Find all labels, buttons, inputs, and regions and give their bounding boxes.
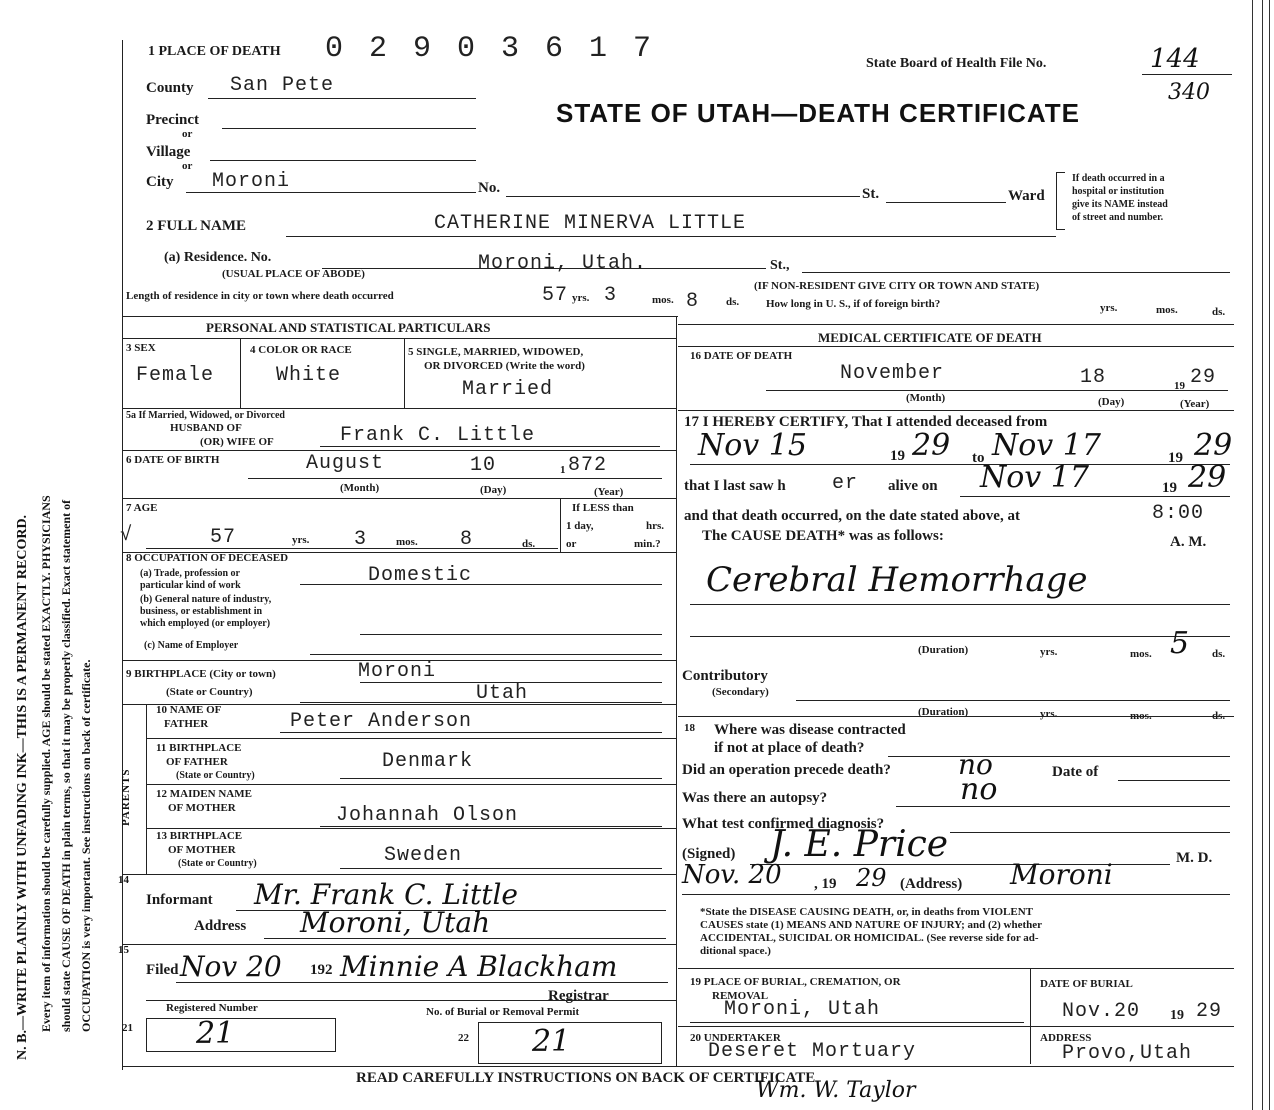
bottom-border bbox=[122, 1066, 1234, 1067]
filed-label: Filed bbox=[146, 962, 179, 978]
bottom-signature: Wm. W. Taylor bbox=[756, 1078, 916, 1103]
informant-value: Mr. Frank C. Little bbox=[254, 878, 518, 911]
dod-label: 16 DATE OF DEATH bbox=[690, 350, 793, 362]
side-note-3: should state CAUSE OF DEATH in plain terms, so that it may be properly classified. Exact statement of bbox=[59, 499, 73, 1032]
where-label-2: if not at place of death? bbox=[714, 740, 865, 756]
rule bbox=[796, 700, 1230, 701]
reg-no-value: 21 bbox=[196, 1016, 235, 1051]
rule bbox=[506, 196, 860, 197]
page-edge bbox=[1269, 0, 1270, 1110]
spouse-label-2: HUSBAND OF bbox=[170, 422, 242, 434]
rule bbox=[122, 408, 676, 409]
place-of-death-label: 1 PLACE OF DEATH bbox=[148, 44, 281, 59]
stamp-number: 0 2 9 0 3 6 1 7 bbox=[325, 32, 656, 66]
dod-month-caption: (Month) bbox=[906, 392, 946, 404]
column-divider bbox=[676, 316, 677, 1066]
registrar-label: Registrar bbox=[548, 988, 609, 1004]
rule bbox=[320, 826, 662, 827]
full-name-value: CATHERINE MINERVA LITTLE bbox=[434, 212, 747, 235]
hospital-note bbox=[1072, 172, 1168, 224]
less-day: 1 day, bbox=[566, 520, 594, 532]
file-no-2: 340 bbox=[1168, 80, 1210, 105]
full-name-label: 2 FULL NAME bbox=[146, 218, 247, 234]
cause-note-line: ACCIDENTAL, SUICIDAL OR HOMICIDAL. (See reverse side for ad- bbox=[700, 932, 1039, 944]
alive-year: 29 bbox=[1188, 460, 1227, 495]
occupation-value: Domestic bbox=[368, 564, 473, 587]
rule bbox=[300, 584, 662, 585]
residence-value: Moroni, Utah. bbox=[478, 252, 648, 275]
rule bbox=[1142, 74, 1232, 75]
yrs-label: yrs. bbox=[572, 292, 590, 304]
rule bbox=[678, 968, 1234, 969]
physician-signature: J. E. Price bbox=[770, 824, 949, 865]
rule bbox=[340, 778, 662, 779]
item-14: 14 bbox=[118, 874, 129, 886]
birthplace-label: 9 BIRTHPLACE (City or town) bbox=[126, 668, 276, 680]
item-18: 18 bbox=[684, 722, 695, 734]
alive-year-prefix: 19 bbox=[1162, 480, 1177, 496]
residence-ds: 8 bbox=[686, 290, 700, 313]
secondary-label: (Secondary) bbox=[712, 686, 769, 698]
page-edge bbox=[1252, 0, 1253, 1110]
filed-date: Nov 20 bbox=[180, 950, 282, 983]
certificate-title: STATE OF UTAH—DEATH CERTIFICATE bbox=[556, 98, 1080, 128]
duration-yrs: yrs. bbox=[1040, 646, 1058, 658]
dob-day-caption: (Day) bbox=[480, 484, 507, 496]
to-label: to bbox=[972, 450, 985, 466]
personal-heading: PERSONAL AND STATISTICAL PARTICULARS bbox=[206, 320, 491, 335]
dod-year: 29 bbox=[1190, 366, 1217, 389]
father-value: Peter Anderson bbox=[290, 710, 473, 733]
dod-month: November bbox=[840, 362, 945, 385]
rule bbox=[122, 338, 676, 339]
f-mos: mos. bbox=[1156, 304, 1178, 316]
rule bbox=[950, 832, 1230, 833]
nonresident-note: (IF NON-RESIDENT GIVE CITY OR TOWN AND STATE) bbox=[754, 280, 1040, 292]
duration-yrs-2: yrs. bbox=[1040, 708, 1058, 720]
dob-label: 6 DATE OF BIRTH bbox=[126, 454, 220, 466]
am-label: A. M. bbox=[1170, 534, 1207, 550]
mbirth-value: Sweden bbox=[384, 844, 463, 867]
page-edge bbox=[1262, 0, 1263, 1110]
mother-value: Johannah Olson bbox=[336, 804, 519, 827]
occ-b2: business, or establishment in bbox=[140, 606, 263, 617]
dod-day: 18 bbox=[1080, 366, 1107, 389]
dob-month: August bbox=[306, 452, 385, 475]
mos-label: mos. bbox=[652, 294, 674, 306]
burial-date-value: Nov.20 bbox=[1062, 1000, 1141, 1023]
less-than-label: If LESS than bbox=[572, 502, 634, 514]
rule bbox=[960, 496, 1230, 497]
rule bbox=[802, 272, 1230, 273]
rule bbox=[340, 868, 662, 869]
sex-label: 3 SEX bbox=[126, 342, 156, 354]
burial-permit-label: No. of Burial or Removal Permit bbox=[426, 1006, 580, 1018]
sex-value: Female bbox=[136, 364, 215, 387]
occurred-label: and that death occurred, on the date stated above, at bbox=[684, 508, 1020, 524]
last-saw-value: er bbox=[832, 472, 859, 495]
fbirth-label: 11 BIRTHPLACE bbox=[156, 742, 242, 754]
length-residence-label: Length of residence in city or town where death occurred bbox=[126, 290, 394, 302]
rule bbox=[208, 98, 476, 99]
rule bbox=[146, 784, 676, 785]
less-min: min.? bbox=[634, 538, 661, 550]
rule bbox=[690, 636, 1230, 637]
cause-note-line: ditional space.) bbox=[700, 945, 771, 957]
rule bbox=[320, 446, 660, 447]
birthplace-city: Moroni bbox=[358, 660, 437, 683]
no-label: No. bbox=[478, 180, 501, 196]
mother-label-2: OF MOTHER bbox=[168, 802, 236, 814]
dob-day: 10 bbox=[470, 454, 497, 477]
hospital-note-line: hospital or institution bbox=[1072, 186, 1165, 197]
left-border bbox=[122, 40, 123, 1070]
rule bbox=[690, 1022, 1024, 1023]
rule bbox=[122, 316, 678, 317]
registrar-signature: Minnie A Blackham bbox=[340, 950, 618, 983]
mbirth-label: 13 BIRTHPLACE bbox=[156, 830, 243, 842]
duration-mos-2: mos. bbox=[1130, 710, 1152, 722]
ward-label: Ward bbox=[1008, 188, 1045, 204]
dob-year-caption: (Year) bbox=[594, 486, 624, 498]
cause-label: The CAUSE DEATH* was as follows: bbox=[702, 528, 944, 544]
age-ds: 8 bbox=[460, 528, 474, 551]
rule bbox=[146, 828, 676, 829]
spouse-value: Frank C. Little bbox=[340, 424, 536, 447]
fbirth-label-3: (State or Country) bbox=[176, 770, 255, 781]
father-label-2: FATHER bbox=[164, 718, 209, 730]
filed-year-label: 192 bbox=[310, 962, 333, 978]
occ-a2: particular kind of work bbox=[140, 580, 241, 591]
attended-from: Nov 15 bbox=[698, 428, 807, 463]
less-or: or bbox=[566, 538, 577, 550]
dod-day-caption: (Day) bbox=[1098, 396, 1125, 408]
contributory-label: Contributory bbox=[682, 668, 768, 684]
age-label: 7 AGE bbox=[126, 502, 158, 514]
marital-label-2: OR DIVORCED (Write the word) bbox=[424, 360, 585, 372]
rule bbox=[690, 604, 1230, 605]
undertaker-value: Deseret Mortuary bbox=[708, 1040, 917, 1063]
city-value: Moroni bbox=[212, 170, 291, 193]
duration-value: 5 bbox=[1170, 626, 1190, 661]
duration-ds: ds. bbox=[1212, 648, 1226, 660]
rule bbox=[886, 202, 1006, 203]
residence-st-label: St., bbox=[770, 258, 790, 273]
rule bbox=[560, 498, 561, 552]
rule bbox=[176, 982, 668, 983]
county-value: San Pete bbox=[230, 74, 335, 97]
rule bbox=[310, 654, 662, 655]
dob-year: 872 bbox=[568, 454, 608, 477]
burial-date-label: DATE OF BURIAL bbox=[1040, 978, 1133, 990]
ds-label: ds. bbox=[726, 296, 740, 308]
physician-address: Moroni bbox=[1010, 858, 1113, 891]
medical-heading: MEDICAL CERTIFICATE OF DEATH bbox=[818, 330, 1042, 345]
f-ds: ds. bbox=[1212, 306, 1226, 318]
signed-year-prefix: , 19 bbox=[814, 876, 837, 892]
operation-label: Did an operation precede death? bbox=[682, 762, 891, 778]
cause-value: Cerebral Hemorrhage bbox=[706, 560, 1088, 600]
spouse-label-1: 5a If Married, Widowed, or Divorced bbox=[126, 410, 285, 421]
occ-a1: (a) Trade, profession or bbox=[140, 568, 240, 579]
rule bbox=[682, 894, 1230, 895]
age-yrs: 57 bbox=[210, 526, 237, 549]
rule bbox=[678, 1026, 1234, 1027]
precinct-label: Precinct bbox=[146, 112, 200, 128]
test-label: What test confirmed diagnosis? bbox=[682, 816, 885, 832]
duration-ds-2: ds. bbox=[1212, 710, 1226, 722]
rule bbox=[122, 874, 676, 875]
rule bbox=[678, 324, 1234, 325]
race-value: White bbox=[276, 364, 342, 387]
age-mos: 3 bbox=[354, 528, 368, 551]
rule bbox=[240, 338, 241, 408]
rule bbox=[248, 478, 662, 479]
or-label: or bbox=[182, 160, 193, 172]
alive-on-label: alive on bbox=[888, 478, 938, 494]
city-label: City bbox=[146, 174, 174, 190]
item-15: 15 bbox=[118, 944, 129, 956]
rule bbox=[896, 806, 1230, 807]
rule bbox=[766, 390, 1228, 391]
file-no-label: State Board of Health File No. bbox=[866, 56, 1047, 71]
rule bbox=[122, 944, 676, 945]
marital-value: Married bbox=[462, 378, 554, 401]
operation-value: no bbox=[958, 748, 993, 781]
rule bbox=[1030, 968, 1031, 1064]
dod-year-caption: (Year) bbox=[1180, 398, 1210, 410]
rule bbox=[186, 192, 476, 193]
reg-no-box bbox=[146, 1018, 336, 1052]
birthplace-state-label: (State or Country) bbox=[166, 686, 253, 698]
rule bbox=[300, 702, 662, 703]
rule bbox=[286, 236, 1056, 237]
cause-note-line: CAUSES state (1) MEANS AND NATURE OF INJURY; and (2) whether bbox=[700, 919, 1043, 931]
hospital-note-line: give its NAME instead bbox=[1072, 199, 1168, 210]
to-year-prefix: 19 bbox=[1168, 450, 1183, 466]
rule bbox=[360, 634, 662, 635]
dob-year-prefix: 1 bbox=[560, 464, 566, 476]
duration-label-2: (Duration) bbox=[918, 706, 969, 718]
f-yrs: yrs. bbox=[1100, 302, 1118, 314]
alive-on-date: Nov 17 bbox=[980, 460, 1089, 495]
spouse-label-3: (OR) WIFE OF bbox=[200, 436, 274, 448]
rule bbox=[122, 450, 676, 451]
fbirth-label-2: OF FATHER bbox=[166, 756, 228, 768]
item-22: 22 bbox=[458, 1032, 469, 1044]
occ-b1: (b) General nature of industry, bbox=[140, 594, 272, 605]
birthplace-state: Utah bbox=[476, 682, 529, 705]
parents-label: PARENTS bbox=[120, 768, 132, 826]
rule bbox=[146, 548, 558, 549]
burial-permit-value: 21 bbox=[532, 1024, 571, 1059]
bracket bbox=[1056, 172, 1065, 230]
residence-mos: 3 bbox=[604, 284, 618, 307]
st-label: St. bbox=[862, 186, 880, 202]
informant-address-label: Address bbox=[194, 918, 247, 934]
mbirth-label-3: (State or Country) bbox=[178, 858, 257, 869]
md-label: M. D. bbox=[1176, 850, 1213, 866]
occ-b3: which employed (or employer) bbox=[140, 618, 271, 629]
age-yrs-label: yrs. bbox=[292, 534, 310, 546]
from-year-prefix: 19 bbox=[890, 448, 905, 464]
address-label: (Address) bbox=[900, 876, 963, 892]
autopsy-value: no bbox=[960, 772, 998, 807]
death-time: 8:00 bbox=[1152, 502, 1205, 525]
rule bbox=[146, 738, 676, 739]
age-check: √ bbox=[120, 524, 134, 547]
usual-abode-label: (USUAL PLACE OF ABODE) bbox=[222, 268, 365, 280]
age-mos-label: mos. bbox=[396, 536, 418, 548]
duration-mos: mos. bbox=[1130, 648, 1152, 660]
file-no: 144 bbox=[1150, 44, 1200, 74]
informant-label: Informant bbox=[146, 892, 213, 908]
rule bbox=[122, 498, 676, 499]
item-21: 21 bbox=[122, 1022, 133, 1034]
rule bbox=[222, 128, 476, 129]
attended-to-year: 29 bbox=[1194, 428, 1233, 463]
rule bbox=[678, 716, 1234, 717]
rule bbox=[690, 464, 1230, 465]
rule bbox=[146, 1000, 676, 1001]
autopsy-label: Was there an autopsy? bbox=[682, 790, 828, 806]
burial-year: 29 bbox=[1196, 1000, 1223, 1023]
fbirth-value: Denmark bbox=[382, 750, 474, 773]
date-of-label: Date of bbox=[1052, 764, 1099, 780]
burial-place-value: Moroni, Utah bbox=[724, 998, 881, 1021]
mother-label: 12 MAIDEN NAME bbox=[156, 788, 252, 800]
undertaker-address: Provo,Utah bbox=[1062, 1042, 1193, 1065]
rule bbox=[146, 704, 147, 874]
rule bbox=[404, 338, 405, 408]
duration-label: (Duration) bbox=[918, 644, 969, 656]
undertaker-label: 20 UNDERTAKER bbox=[690, 1032, 781, 1044]
rule bbox=[1118, 780, 1230, 781]
where-label: Where was disease contracted bbox=[714, 722, 906, 738]
village-label: Village bbox=[146, 144, 191, 160]
rule bbox=[280, 732, 662, 733]
rule bbox=[264, 938, 666, 939]
dod-year-prefix: 19 bbox=[1174, 380, 1185, 392]
rule bbox=[210, 160, 476, 161]
side-note-4: OCCUPATION is very important. See instructions on back of certificate. bbox=[79, 659, 93, 1032]
cause-note bbox=[700, 906, 1042, 958]
burial-place-label: 19 PLACE OF BURIAL, CREMATION, OR bbox=[690, 976, 901, 988]
footer-instructions: READ CAREFULLY INSTRUCTIONS ON BACK OF CERTIFICATE bbox=[356, 1070, 816, 1086]
foreign-label: How long in U. S., if of foreign birth? bbox=[766, 298, 941, 310]
signed-label: (Signed) bbox=[682, 846, 736, 862]
signed-year: 29 bbox=[856, 864, 887, 892]
less-hrs: hrs. bbox=[646, 520, 665, 532]
occ-c: (c) Name of Employer bbox=[144, 640, 239, 651]
residence-yrs: 57 bbox=[542, 284, 569, 307]
or-label: or bbox=[182, 128, 193, 140]
reg-no-label: Registered Number bbox=[166, 1002, 258, 1014]
last-saw-label: that I last saw h bbox=[684, 478, 786, 494]
rule bbox=[888, 756, 1230, 757]
rule bbox=[322, 268, 766, 269]
side-note-2: Every item of information should be carefully supplied. AGE should be stated EXACTLY. PHYSICIANS bbox=[39, 495, 53, 1032]
rule bbox=[678, 346, 1234, 347]
burial-year-prefix: 19 bbox=[1170, 1008, 1184, 1023]
mbirth-label-2: OF MOTHER bbox=[168, 844, 236, 856]
signed-date: Nov. 20 bbox=[682, 860, 782, 890]
marital-label: 5 SINGLE, MARRIED, WIDOWED, bbox=[408, 346, 584, 358]
certify-label: 17 I HEREBY CERTIFY, That I attended deceased from bbox=[684, 414, 1048, 430]
residence-label: (a) Residence. No. bbox=[164, 250, 272, 265]
informant-address: Moroni, Utah bbox=[300, 906, 491, 939]
race-label: 4 COLOR OR RACE bbox=[250, 344, 352, 356]
father-label: 10 NAME OF bbox=[156, 704, 222, 716]
attended-to: Nov 17 bbox=[992, 428, 1101, 463]
hospital-note-line: of street and number. bbox=[1072, 212, 1164, 223]
county-label: County bbox=[146, 80, 194, 96]
attended-from-year: 29 bbox=[912, 428, 951, 463]
undertaker-address-label: ADDRESS bbox=[1040, 1032, 1092, 1044]
age-ds-label: ds. bbox=[522, 538, 536, 550]
hospital-note-line: If death occurred in a bbox=[1072, 173, 1165, 184]
burial-place-label-2: REMOVAL bbox=[712, 990, 769, 1002]
side-note-1: N. B.—WRITE PLAINLY WITH UNFADING INK—THIS IS A PERMANENT RECORD. bbox=[15, 514, 30, 1060]
occupation-label: 8 OCCUPATION OF DECEASED bbox=[126, 552, 289, 564]
cause-note-line: *State the DISEASE CAUSING DEATH, or, in deaths from VIOLENT bbox=[700, 906, 1034, 918]
dob-month-caption: (Month) bbox=[340, 482, 380, 494]
rule bbox=[678, 410, 1234, 411]
